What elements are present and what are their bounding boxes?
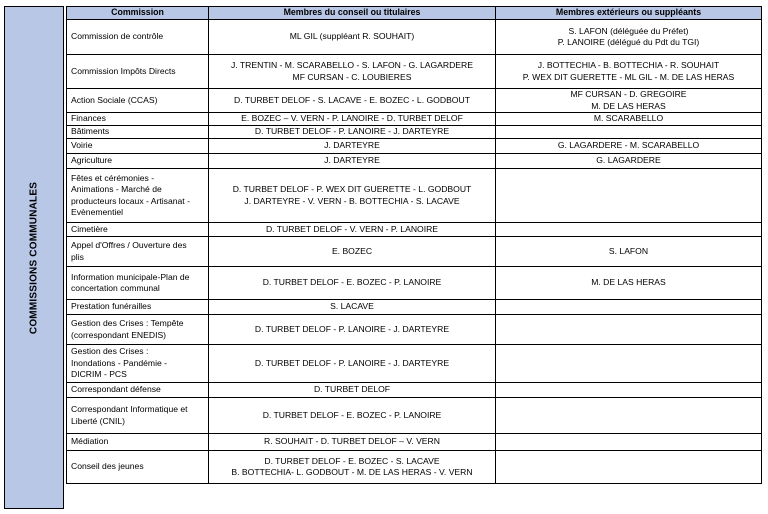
cell-line: Evènementiel (71, 207, 124, 217)
members-cell (209, 89, 496, 113)
external-cell (496, 139, 762, 154)
members-cell (209, 223, 496, 237)
table-row (67, 154, 762, 169)
members-cell (209, 237, 496, 267)
header-commission: Commission (67, 7, 209, 20)
external-cell (496, 434, 762, 451)
members-cell (209, 398, 496, 434)
members-cell (209, 434, 496, 451)
commission-cell (67, 451, 209, 484)
commissions-table (66, 6, 762, 484)
cell-line: ML GIL (suppléant R. SOUHAIT) (289, 31, 415, 42)
cell-line: MF CURSAN - C. LOUBIERES (292, 71, 412, 82)
commission-cell (67, 300, 209, 315)
table-row (67, 20, 762, 55)
external-cell (496, 126, 762, 139)
commission-cell (67, 267, 209, 300)
cell-line: plis (71, 251, 84, 262)
members-cell (209, 126, 496, 139)
members-cell (209, 55, 496, 89)
commission-cell (67, 315, 209, 345)
cell-line: Gestion des Crises : Tempête (71, 318, 184, 328)
cell-line: Prestation funérailles (71, 301, 152, 312)
cell-line: S. LAFON (608, 245, 649, 256)
cell-line: producteurs locaux - Artisanat - (71, 195, 190, 206)
cell-line: Commission Impôts Directs (71, 65, 176, 76)
cell-line: D. TURBET DELOF - E. BOZEC - P. LANOIRE (262, 277, 442, 288)
table-row (67, 451, 762, 484)
cell-line: Bâtiments (71, 126, 110, 137)
cell-line: J. DARTEYRE (324, 140, 380, 151)
external-cell (496, 345, 762, 383)
external-cell (496, 113, 762, 126)
external-cell (496, 237, 762, 267)
members-cell (209, 300, 496, 315)
table-row (67, 139, 762, 154)
external-cell (496, 55, 762, 89)
cell-line: D. TURBET DELOF - S. LACAVE - E. BOZEC - L. GODBOUT (234, 94, 470, 105)
cell-line: Correspondant défense (71, 384, 161, 395)
cell-line: Information municipale-Plan de (71, 271, 190, 282)
cell-line: M. DE LAS HERAS (591, 100, 666, 111)
cell-line: Médiation (71, 436, 109, 447)
sidebar-title: COMMISSIONS COMMUNALES (28, 181, 40, 334)
table-row (67, 89, 762, 113)
table-row (67, 345, 762, 383)
cell-line: M. SCARABELLO (593, 113, 664, 124)
cell-line: J. DARTEYRE (324, 155, 380, 166)
table-row (67, 126, 762, 139)
commission-cell (67, 139, 209, 154)
header-external: Membres extérieurs ou suppléants (496, 7, 762, 20)
cell-line: P. WEX DIT GUERETTE - ML GIL - M. DE LAS HERAS (522, 71, 735, 82)
cell-line: G. LAGARDERE - M. SCARABELLO (557, 140, 700, 151)
table-row (67, 113, 762, 126)
external-cell (496, 383, 762, 398)
external-cell (496, 267, 762, 300)
commission-cell (67, 169, 209, 223)
cell-line: B. BOTTECHIA- L. GODBOUT - M. DE LAS HERAS - V. VERN (231, 467, 473, 477)
table-row (67, 398, 762, 434)
header-row (67, 7, 762, 20)
table-row (67, 300, 762, 315)
commission-cell (67, 434, 209, 451)
members-cell (209, 315, 496, 345)
table-row (67, 434, 762, 451)
cell-line: D. TURBET DELOF - P. LANOIRE - J. DARTEYRE (254, 323, 450, 334)
commission-cell (67, 154, 209, 169)
external-cell (496, 20, 762, 55)
cell-line: M. DE LAS HERAS (591, 277, 666, 288)
cell-line: Conseil des jeunes (71, 461, 144, 472)
commission-cell (67, 237, 209, 267)
external-cell (496, 300, 762, 315)
cell-line: DICRIM - PCS (71, 369, 127, 380)
cell-line: J. DARTEYRE - V. VERN - B. BOTTECHIA - S. LACAVE (244, 195, 460, 206)
cell-line: D. TURBET DELOF - P. WEX DIT GUERETTE - L. GODBOUT (232, 184, 472, 194)
cell-line: MF CURSAN - D. GREGOIRE (570, 89, 687, 99)
cell-line: Commission de contrôle (71, 31, 164, 42)
table-row (67, 237, 762, 267)
cell-line: (correspondant ENEDIS) (71, 329, 167, 340)
cell-line: Animations - Marché de (71, 184, 162, 194)
commission-cell (67, 113, 209, 126)
cell-line: G. LAGARDERE (596, 155, 661, 166)
external-cell (496, 315, 762, 345)
cell-line: Gestion des Crises : (71, 346, 149, 357)
members-cell (209, 267, 496, 300)
members-cell (209, 451, 496, 484)
external-cell (496, 154, 762, 169)
cell-line: E. BOZEC (331, 245, 373, 256)
cell-line: concertation communal (71, 283, 160, 293)
cell-line: D. TURBET DELOF - P. LANOIRE - J. DARTEYRE (254, 126, 450, 137)
table-row (67, 55, 762, 89)
external-cell (496, 398, 762, 434)
commission-cell (67, 345, 209, 383)
table-row (67, 315, 762, 345)
commission-cell (67, 398, 209, 434)
members-cell (209, 383, 496, 398)
external-cell (496, 89, 762, 113)
commissions-sidebar (4, 6, 64, 509)
cell-line: D. TURBET DELOF - E. BOZEC - P. LANOIRE (262, 409, 442, 420)
cell-line: Agriculture (71, 155, 113, 166)
cell-line: D. TURBET DELOF (313, 384, 391, 395)
cell-line: Inondations - Pandémie - (71, 357, 168, 368)
members-cell (209, 345, 496, 383)
cell-line: S. LAFON (déléguée du Préfet) (568, 25, 689, 36)
cell-line: J. TRENTIN - M. SCARABELLO - S. LAFON - G. LAGARDERE (231, 60, 473, 70)
cell-line: D. TURBET DELOF - E. BOZEC - S. LACAVE (264, 455, 440, 466)
external-cell (496, 451, 762, 484)
commission-cell (67, 55, 209, 89)
table-row (67, 267, 762, 300)
table-row (67, 223, 762, 237)
cell-line: Finances (71, 113, 106, 124)
cell-line: Liberté (CNIL) (71, 415, 125, 426)
cell-line: Cimetière (71, 223, 108, 234)
cell-line: S. LACAVE (330, 301, 374, 312)
cell-line: J. BOTTECHIA - B. BOTTECHIA - R. SOUHAIT (537, 60, 720, 70)
members-cell (209, 154, 496, 169)
cell-line: Appel d'Offres / Ouverture des (71, 240, 187, 250)
commission-cell (67, 223, 209, 237)
cell-line: Voirie (71, 140, 93, 151)
cell-line: D. TURBET DELOF - V. VERN - P. LANOIRE (265, 223, 439, 234)
members-cell (209, 169, 496, 223)
commission-cell (67, 383, 209, 398)
cell-line: Fêtes et cérémonies - (71, 172, 155, 183)
members-cell (209, 139, 496, 154)
table-row (67, 169, 762, 223)
cell-line: E. BOZEC – V. VERN - P. LANOIRE - D. TURBET DELOF (241, 113, 463, 124)
external-cell (496, 223, 762, 237)
commission-cell (67, 89, 209, 113)
cell-line: Action Sociale (CCAS) (71, 94, 158, 105)
commission-cell (67, 20, 209, 55)
members-cell (209, 113, 496, 126)
external-cell (496, 169, 762, 223)
cell-line: D. TURBET DELOF - P. LANOIRE - J. DARTEYRE (254, 357, 450, 368)
commission-cell (67, 126, 209, 139)
table-row (67, 383, 762, 398)
cell-line: P. LANOIRE (délégué du Pdt du TGI) (557, 37, 700, 47)
cell-line: R. SOUHAIT - D. TURBET DELOF – V. VERN (264, 436, 440, 447)
header-members: Membres du conseil ou titulaires (209, 7, 496, 20)
cell-line: Correspondant Informatique et (71, 404, 188, 414)
members-cell (209, 20, 496, 55)
